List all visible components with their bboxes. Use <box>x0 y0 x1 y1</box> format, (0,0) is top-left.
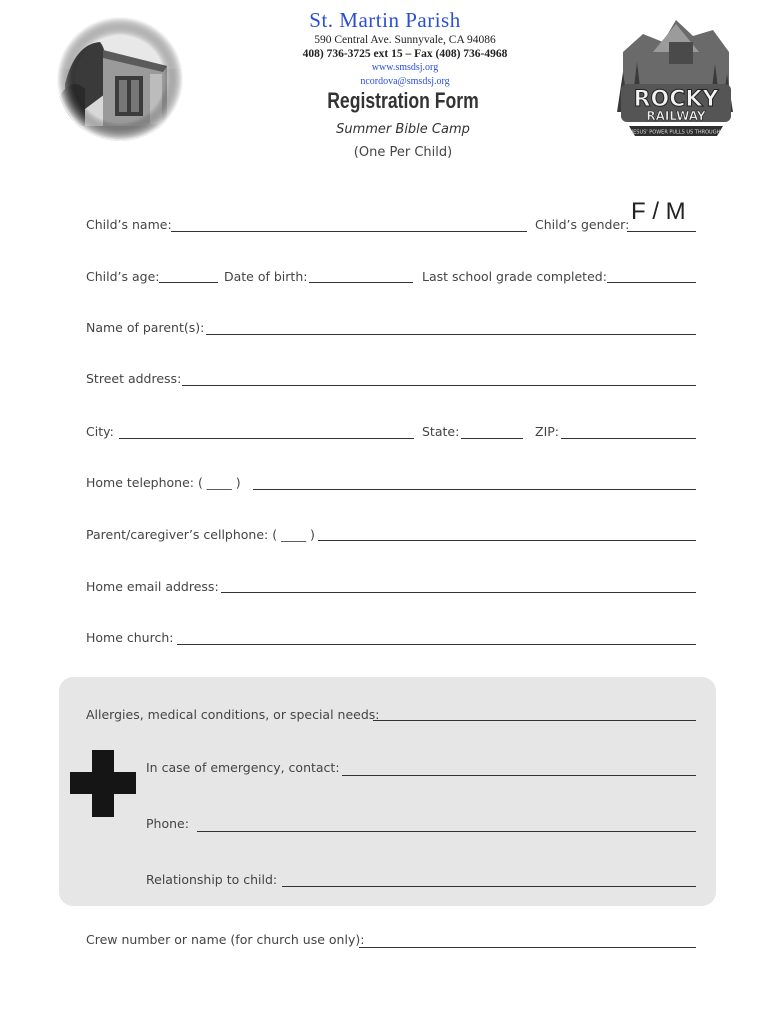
child-age-field[interactable] <box>159 282 218 283</box>
home-email-label: Home email address: <box>86 579 219 594</box>
last-grade-label: Last school grade completed: <box>422 269 607 284</box>
allergies-label: Allergies, medical conditions, or special needs: <box>86 707 380 722</box>
parish-phone: 408) 736-3725 ext 15 – Fax (408) 736-4968 <box>302 48 508 60</box>
child-name-label: Child’s name: <box>86 217 172 232</box>
state-label: State: <box>422 424 460 439</box>
medical-cross-icon-bar <box>70 772 136 794</box>
child-age-label: Child’s age: <box>86 269 160 284</box>
home-phone-label: Home telephone: ( ____ ) <box>86 475 241 490</box>
street-field[interactable] <box>182 385 696 386</box>
emergency-contact-label: In case of emergency, contact: <box>146 760 340 775</box>
cellphone-field[interactable] <box>318 540 696 541</box>
dob-label: Date of birth: <box>224 269 308 284</box>
cellphone-label: Parent/caregiver’s cellphone: ( ____ ) <box>86 527 315 542</box>
child-name-field[interactable] <box>171 231 527 232</box>
home-email-field[interactable] <box>221 592 696 593</box>
parish-email: ncordova@smsdsj.org <box>360 76 450 87</box>
dob-field[interactable] <box>309 282 413 283</box>
emergency-phone-field[interactable] <box>197 831 696 832</box>
home-phone-field[interactable] <box>253 489 696 490</box>
emergency-phone-label: Phone: <box>146 816 189 831</box>
parish-website: www.smsdsj.org <box>371 62 439 73</box>
logo-title: ROCKY <box>633 87 719 112</box>
city-field[interactable] <box>119 438 414 439</box>
form-note: (One Per Child) <box>353 145 453 160</box>
form-subtitle: Summer Bible Camp <box>336 122 470 137</box>
zip-label: ZIP: <box>535 424 559 439</box>
parish-name: St. Martin Parish <box>309 8 461 32</box>
relationship-field[interactable] <box>282 886 696 887</box>
parish-address: 590 Central Ave. Sunnyvale, CA 94086 <box>314 34 496 46</box>
crew-label: Crew number or name (for church use only): <box>86 932 365 947</box>
last-grade-field[interactable] <box>607 282 696 283</box>
zip-field[interactable] <box>561 438 696 439</box>
state-field[interactable] <box>461 438 523 439</box>
emergency-contact-field[interactable] <box>342 775 696 776</box>
relationship-label: Relationship to child: <box>146 872 278 887</box>
child-gender-label: Child’s gender: <box>535 217 630 232</box>
child-gender-field[interactable] <box>627 231 696 232</box>
crew-field[interactable] <box>359 947 696 948</box>
home-church-label: Home church: <box>86 630 174 645</box>
parents-field[interactable] <box>206 334 696 335</box>
child-gender-options: F / M <box>631 198 686 225</box>
allergies-field[interactable] <box>373 720 696 721</box>
street-label: Street address: <box>86 371 182 386</box>
parents-label: Name of parent(s): <box>86 320 205 335</box>
logo-subtitle: RAILWAY <box>646 109 706 123</box>
form-title: Registration Form <box>327 88 479 113</box>
home-church-field[interactable] <box>177 644 696 645</box>
logo-tagline: JESUS' POWER PULLS US THROUGH <box>631 129 721 136</box>
city-label: City: <box>86 424 114 439</box>
